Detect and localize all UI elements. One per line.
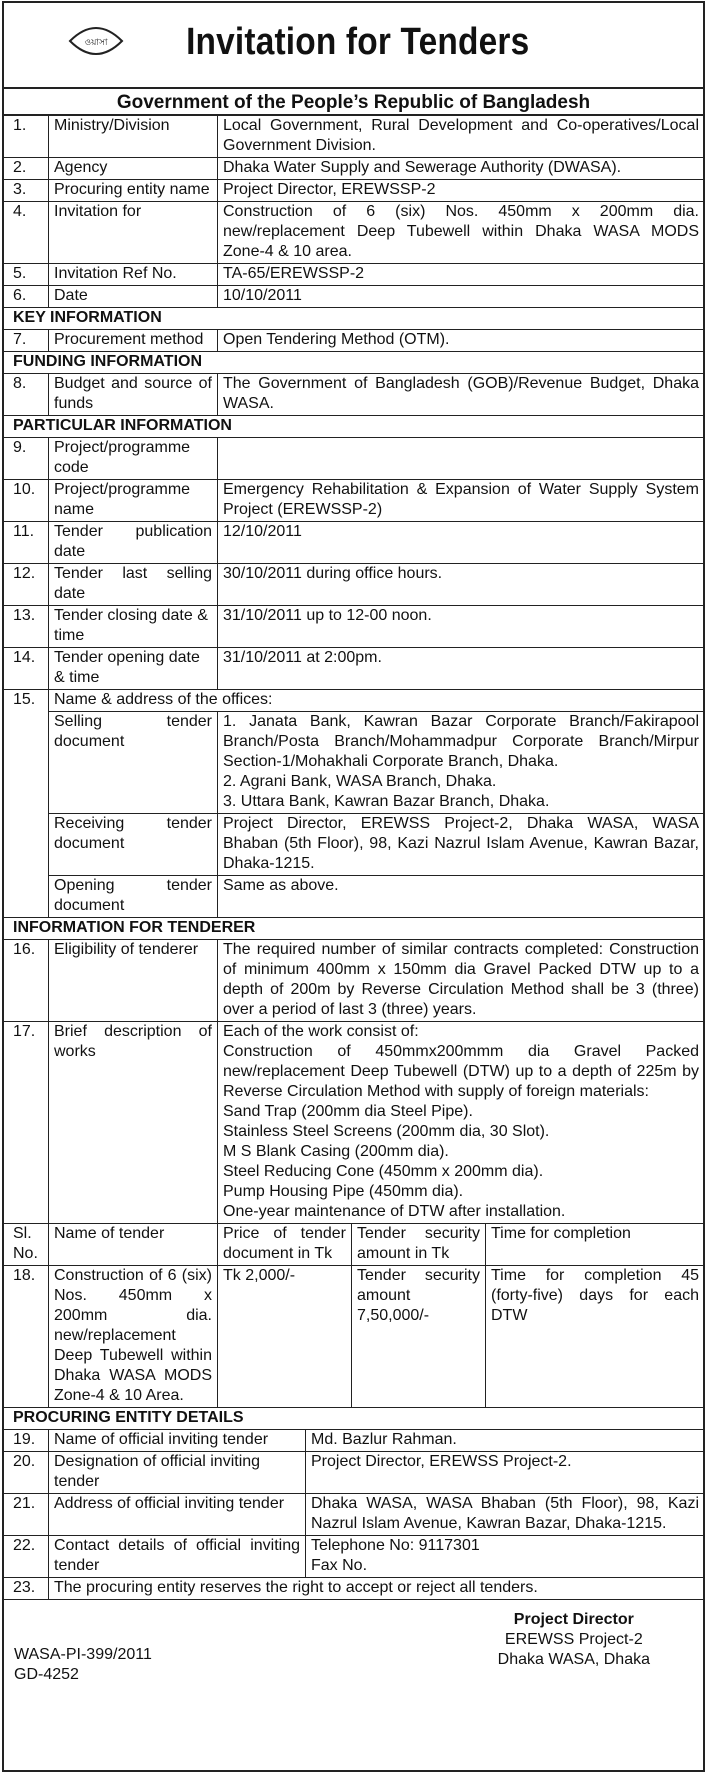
works-description: Each of the work consist of: Construction of 450mmx200mmm dia Gravel Packed new/replacement Deep Tubewell (DTW) up to a depth of 225m by Reverse Circulation Method with supply of foreign materials: Sand Trap (200mm dia Steel Pipe). Stainless Steel Screens (200mm dia, 30 Slot). M S Blank Casing (200mm dia). Steel Reducing Cone (450mm x 200mm dia). Pump Housing Pipe (450mm dia). One-year maintenance of DTW after installation. [218,1022,705,1224]
section-heading: FUNDING INFORMATION [3,352,705,374]
table-row: 3. Procuring entity name Project Director, EREWSSP-2 [3,180,705,202]
table-row: 11. Tender publication date 12/10/2011 [3,522,705,564]
page-border [2,1,705,1772]
table-row: 16. Eligibility of tenderer The required number of similar contracts completed: Construction of minimum 400mm x 150mm dia Gravel Packed DTW up to a depth of 200m by Reverse Circulation Method shall be 3 (three) over a period of last 3 (three) years. [3,940,705,1022]
table-row: 13. Tender closing date & time 31/10/2011 up to 12-00 noon. [3,606,705,648]
section-heading: KEY INFORMATION [3,308,705,330]
table-row: 12. Tender last selling date 30/10/2011 during office hours. [3,564,705,606]
table-row: 22. Contact details of official inviting tender Telephone No: 9117301 Fax No. [3,1536,705,1578]
table-row: 5. Invitation Ref No. TA-65/EREWSSP-2 [3,264,705,286]
table-row: 4. Invitation for Construction of 6 (six) Nos. 450mm x 200mm dia. new/replacement Deep Tubewell within Dhaka WASA MODS Zone-4 & 10 area. [3,202,705,264]
selling-offices: 1. Janata Bank, Kawran Bazar Corporate Branch/Fakirapool Branch/Posta Branch/Mohammadpur Corporate Branch/Mirpur Section-1/Mohakhali Corporate Branch, Dhaka. 2. Agrani Bank, WASA Branch, Dhaka. 3. Uttara Bank, Kawran Bazar Branch, Dhaka. [218,712,705,814]
section-heading: PARTICULAR INFORMATION [3,416,705,438]
lot-table-header: Sl. No. Name of tender Price of tender document in Tk Tender security amount in Tk Time for completion [3,1224,705,1266]
table-row: 14. Tender opening date & time 31/10/2011 at 2:00pm. [3,648,705,690]
section-heading: PROCURING ENTITY DETAILS [3,1408,705,1430]
notice-header [2,1,705,89]
table-row: 6. Date 10/10/2011 [3,286,705,308]
page-title: Invitation for Tenders [186,21,530,63]
table-row: 10. Project/programme name Emergency Rehabilitation & Expansion of Water Supply System Project (EREWSSP-2) [3,480,705,522]
reference-number: WASA-PI-399/2011 [14,1646,152,1663]
page-subtitle: Government of the People’s Republic of Bangladesh [2,89,705,115]
table-row: Opening tender document Same as above. [3,876,705,918]
table-row: 23. The procuring entity reserves the right to accept or reject all tenders. [3,1578,705,1600]
signature-block: Project Director EREWSS Project-2 Dhaka WASA, Dhaka [497,1611,650,1668]
table-row: 18. Construction of 6 (six) Nos. 450mm x 200mm dia. new/replacement Deep Tubewell within Dhaka WASA MODS Zone-4 & 10 Area. Tk 2,000/- Tender security amount 7,50,000/- Time for completion 45 (forty-five) days for each DTW [3,1266,705,1408]
table-row: Selling tender document 1. Janata Bank, Kawran Bazar Corporate Branch/Fakirapool Branch/Posta Branch/Mohammadpur Corporate Branch/Mirpur Section-1/Mohakhali Corporate Branch, Dhaka. 2. Agrani Bank, WASA Branch, Dhaka. 3. Uttara Bank, Kawran Bazar Branch, Dhaka. [3,712,705,814]
tender-notice [2,1,705,1772]
table-row: 9. Project/programme code [3,438,705,480]
gd-number: GD-4252 [14,1666,79,1683]
notice-footer [2,1600,705,1683]
table-row: 21. Address of official inviting tender Dhaka WASA, WASA Bhaban (5th Floor), 98, Kazi Nazrul Islam Avenue, Kawran Bazar, Dhaka-1215. [3,1494,705,1536]
table-row: 15. Name & address of the offices: [3,690,705,712]
svg-text:ওয়াসা: ওয়াসা [84,38,108,48]
table-row: 17. Brief description of works Each of the work consist of: Construction of 450mmx200mmm dia Gravel Packed new/replacement Deep Tubewell (DTW) up to a depth of 225m by Reverse Circulation Method with supply of foreign materials: Sand Trap (200mm dia Steel Pipe). Stainless Steel Screens (200mm dia, 30 Slot). M S Blank Casing (200mm dia). Steel Reducing Cone (450mm x 200mm dia). Pump Housing Pipe (450mm dia). One-year maintenance of DTW after installation. [3,1022,705,1224]
table-row: 19. Name of official inviting tender Md. Bazlur Rahman. [3,1430,705,1452]
table-row: Receiving tender document Project Director, EREWSS Project-2, Dhaka WASA, WASA Bhaban (5th Floor), 98, Kazi Nazrul Islam Avenue, Kawran Bazar, Dhaka-1215. [3,814,705,876]
table-row: 2. Agency Dhaka Water Supply and Sewerage Authority (DWASA). [3,158,705,180]
section-heading: INFORMATION FOR TENDERER [3,918,705,940]
table-row: 20. Designation of official inviting tender Project Director, EREWSS Project-2. [3,1452,705,1494]
table-row: 8. Budget and source of funds The Government of Bangladesh (GOB)/Revenue Budget, Dhaka WASA. [3,374,705,416]
table-row: 7. Procurement method Open Tendering Method (OTM). [3,330,705,352]
table-row: 1. Ministry/Division Local Government, Rural Development and Co-operatives/Local Government Division. [3,116,705,158]
contact-details: Telephone No: 9117301 Fax No. [306,1536,705,1578]
